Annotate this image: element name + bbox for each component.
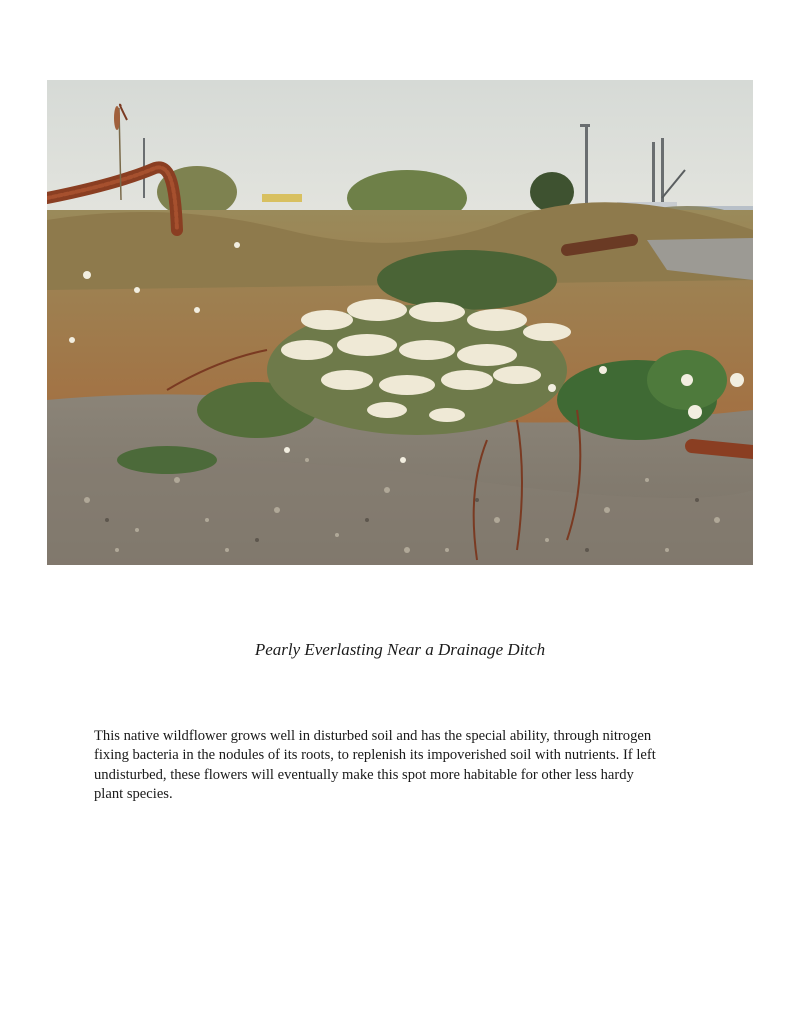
photo-caption: Pearly Everlasting Near a Drainage Ditch [254,640,546,659]
pearly-everlasting-cluster [267,299,571,435]
paragraph-line: This native wildflower grows well in disturbed soil and has the special ability, through nitrogen [94,728,652,744]
paragraph-line: undisturbed, these flowers will eventually make this spot more habitable for other less hardy [94,766,634,783]
cattail-head [114,106,120,130]
paragraph-line: plant species. [94,786,173,803]
description-paragraph [94,727,719,805]
paragraph-line: fixing bacteria in the nodules of its roots, to replenish its impoverished soil with nutrients. If left [94,747,656,764]
wildflower-photo [47,80,753,565]
